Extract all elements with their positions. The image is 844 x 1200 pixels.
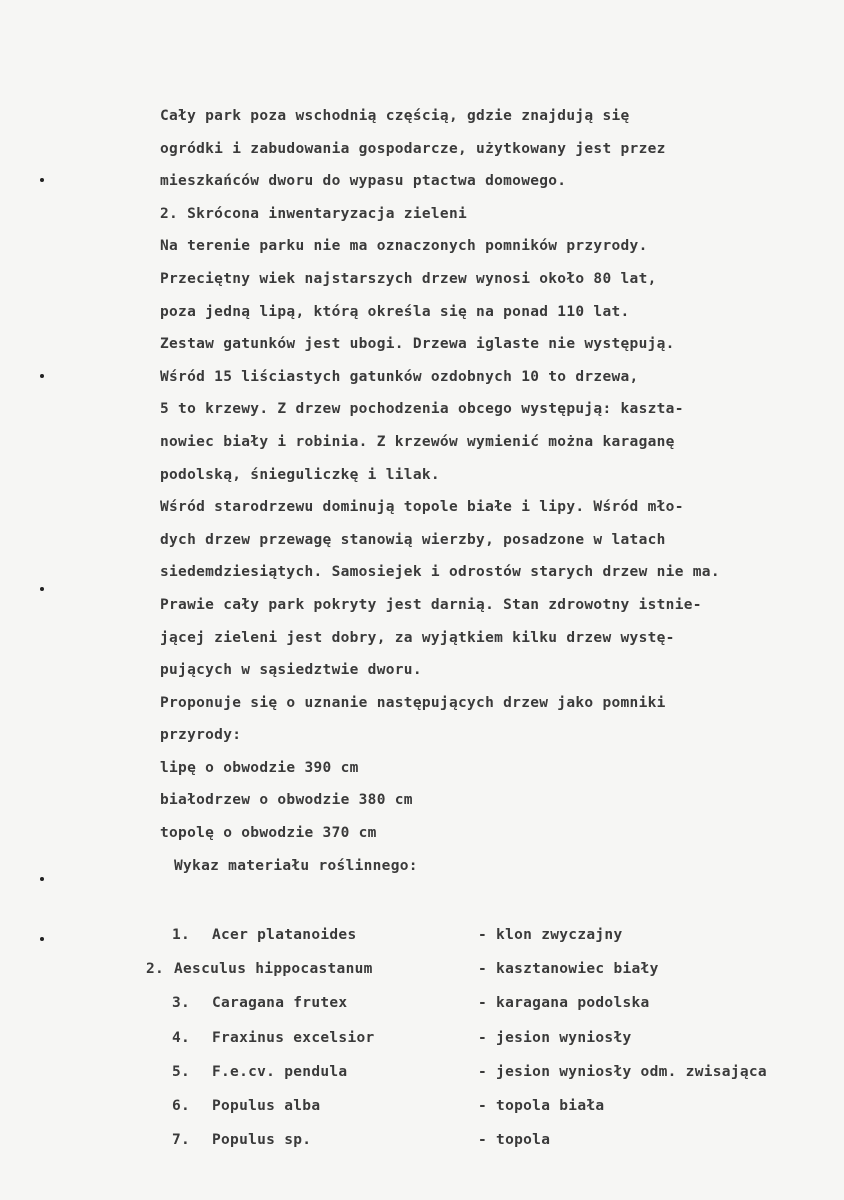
polish-name: - karagana podolska xyxy=(478,995,650,1012)
text-line: Przeciętny wiek najstarszych drzew wynosi około 80 lat, xyxy=(160,270,657,287)
text-line: 5 to krzewy. Z drzew pochodzenia obcego występują: kaszta- xyxy=(160,401,684,418)
tree-entry: topolę o obwodzie 370 cm xyxy=(160,825,377,842)
punch-hole-mark xyxy=(40,178,44,182)
list-number: 3. xyxy=(172,995,191,1012)
text-line: Na terenie parku nie ma oznaczonych pomników przyrody. xyxy=(160,238,648,255)
text-line: Cały park poza wschodnią częścią, gdzie znajdują się xyxy=(160,108,630,124)
polish-name: - kasztanowiec biały xyxy=(478,961,659,978)
text-line: mieszkańców dworu do wypasu ptactwa domowego. xyxy=(160,173,567,190)
list-number: 5. xyxy=(172,1063,191,1080)
plant-list xyxy=(140,918,830,1157)
text-line: dych drzew przewagę stanowią wierzby, posadzone w latach xyxy=(160,531,666,548)
punch-hole-mark xyxy=(40,877,44,881)
list-item xyxy=(140,918,830,952)
list-number: 4. xyxy=(172,1029,191,1046)
list-item xyxy=(140,1055,830,1089)
list-item xyxy=(140,1021,830,1055)
latin-name: Fraxinus excelsior xyxy=(212,1029,375,1046)
latin-name: Acer platanoides xyxy=(212,927,357,943)
punch-hole-mark xyxy=(40,374,44,378)
polish-name: - topola biała xyxy=(478,1097,605,1114)
tree-entry: białodrzew o obwodzie 380 cm xyxy=(160,792,413,809)
text-line: poza jedną lipą, którą określa się na ponad 110 lat. xyxy=(160,303,630,320)
text-line: Wśród starodrzewu dominują topole białe i lipy. Wśród mło- xyxy=(160,499,684,516)
list-heading: Wykaz materiału roślinnego: xyxy=(174,857,418,874)
text-line: ogródki i zabudowania gospodarcze, użytkowany jest przez xyxy=(160,140,666,157)
polish-name: - jesion wyniosły xyxy=(478,1029,632,1046)
body-text xyxy=(160,100,820,882)
tree-entry: lipę o obwodzie 390 cm xyxy=(160,759,359,776)
polish-name: - klon zwyczajny xyxy=(478,927,623,943)
list-number: 7. xyxy=(172,1132,191,1149)
latin-name: Aesculus hippocastanum xyxy=(174,961,373,978)
latin-name: Populus sp. xyxy=(212,1132,312,1149)
text-line: przyrody: xyxy=(160,727,242,744)
text-line: Proponuje się o uznanie następujących drzew jako pomniki xyxy=(160,694,666,711)
text-line: nowiec biały i robinia. Z krzewów wymienić można karaganę xyxy=(160,433,675,450)
text-line: Zestaw gatunków jest ubogi. Drzewa iglaste nie występują. xyxy=(160,336,675,353)
list-number: 1. xyxy=(172,927,191,943)
list-number: 2. xyxy=(146,961,165,978)
latin-name: F.e.cv. pendula xyxy=(212,1063,348,1080)
text-line: Wśród 15 liściastych gatunków ozdobnych 10 to drzewa, xyxy=(160,368,639,385)
list-item xyxy=(140,1089,830,1123)
text-line: siedemdziesiątych. Samosiejek i odrostów starych drzew nie ma. xyxy=(160,564,720,581)
latin-name: Populus alba xyxy=(212,1097,321,1114)
punch-hole-mark xyxy=(40,587,44,591)
polish-name: - jesion wyniosły odm. zwisająca xyxy=(478,1063,767,1080)
section-heading: 2. Skrócona inwentaryzacja zieleni xyxy=(160,205,468,222)
text-line: pujących w sąsiedztwie dworu. xyxy=(160,662,422,679)
text-line: Prawie cały park pokryty jest darnią. Stan zdrowotny istnie- xyxy=(160,596,702,613)
punch-hole-mark xyxy=(40,937,44,941)
text-line: podolską, śnieguliczkę i lilak. xyxy=(160,466,440,483)
list-item xyxy=(140,1123,830,1157)
list-item xyxy=(140,952,830,986)
latin-name: Caragana frutex xyxy=(212,995,348,1012)
polish-name: - topola xyxy=(478,1132,551,1149)
list-number: 6. xyxy=(172,1097,191,1114)
list-item xyxy=(140,986,830,1020)
text-line: jącej zieleni jest dobry, za wyjątkiem kilku drzew wystę- xyxy=(160,629,675,646)
